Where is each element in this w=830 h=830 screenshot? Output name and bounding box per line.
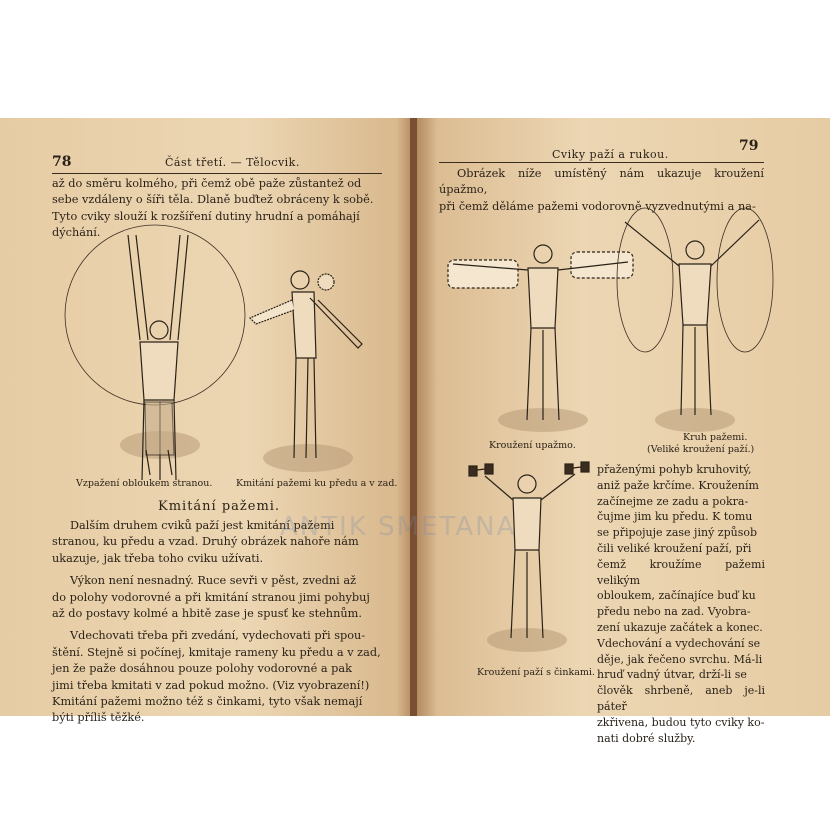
text-line: se připojuje zase jiný způsob (597, 526, 758, 540)
text-line: Obrázek níže umístěný nám ukazuje kroužení úpažmo, (439, 167, 764, 197)
text-line: čemž kroužíme pažemi velikým (597, 557, 765, 587)
text-line: Výkon není nesnadný. Ruce sevři v pěst, zvedni až (70, 574, 357, 588)
figure-arm-circling-illustration (443, 240, 643, 440)
text-line: jimi třeba kmitati v zad pokud možno. (Viz vyobrazení!) (52, 678, 370, 692)
text-line: čujme jim ku předu. K tomu (597, 510, 753, 524)
text-line: až do postavy kolmé a hbitě zase je spusť ke stehnům. (52, 607, 362, 621)
text-line: přaženými pohyb kruhovitý, (597, 463, 752, 476)
text-line: hruď vadný útvar, drží-li se (597, 668, 747, 682)
text-line: zkřivena, budou tyto cviky ko- (597, 715, 765, 729)
figure-arm-raise-illustration (60, 230, 260, 470)
text-line: Tyto cviky slouží k rozšíření dutiny hrudní a pomáhají (52, 209, 360, 223)
section-heading: Kmitání pažemi. (158, 499, 281, 514)
text-line: aniž paže krčíme. Kroužením (597, 478, 759, 492)
right-page (417, 118, 830, 745)
text-line: štění. Stejně si počínej, kmitaje rameny ku předu a v zad, (52, 645, 381, 659)
text-line: děje, jak řečeno svrchu. Má-li (597, 652, 763, 666)
text-line: býti příliš těžké. (52, 711, 145, 725)
text-line: zení ukazuje začátek a konec. (597, 620, 763, 634)
text-line: stranou, ku předu a vzad. Druhý obrázek nahoře nám (52, 535, 359, 549)
figure-big-circle-illustration (617, 200, 777, 440)
figure-arm-swing-illustration (248, 268, 388, 478)
text-line: předu nebo na zad. Vyobra- (597, 605, 751, 619)
running-head-right: Cviky paží a rukou. (552, 148, 669, 161)
watermark: ANTIK SMETANA (280, 512, 517, 542)
text-line: Dalším druhem cviků paží jest kmitání pažemi (70, 519, 335, 532)
page-number-right: 79 (739, 138, 759, 154)
left-page (0, 118, 413, 725)
caption-big-circle: Kruh pažemi. (683, 432, 748, 443)
text-line: člověk shrbeně, aneb je-li páteř (597, 684, 765, 713)
text-line: sebe vzdáleny o šíři těla. Dlaně buďtež obráceny k sobě. (52, 193, 374, 207)
caption-arm-swing: Kmitání pažemi ku předu a v zad. (236, 478, 398, 489)
caption-dumbbell: Kroužení paží s činkami. (477, 667, 595, 678)
text-line: dýchání. (52, 226, 101, 240)
text-line: Kmitání pažemi možno též s činkami, tyto však nemají (52, 695, 363, 709)
left-body-text (52, 518, 382, 727)
header-rule-right (439, 162, 764, 163)
caption-arm-raise: Vzpažení obloukem stranou. (76, 478, 213, 489)
figure-dumbbell-illustration (465, 458, 595, 658)
page-number-left: 78 (52, 154, 72, 170)
text-line: obloukem, začínajíce buď ku (597, 589, 756, 603)
running-head-left: Část třetí. — Tělocvik. (165, 156, 300, 169)
caption-arm-circling: Kroužení upažmo. (489, 440, 576, 451)
text-line: Vdechovati třeba při zvedání, vydechovati při spou- (70, 629, 366, 643)
open-book (0, 118, 830, 745)
text-line: až do směru kolmého, při čemž obě paže zůstantež od (52, 177, 362, 190)
text-line: ukazuje, jak třeba toho cviku užívati. (52, 551, 264, 565)
right-side-text (597, 462, 765, 746)
text-line: Vdechování a vydechování se (597, 636, 761, 650)
text-line: při čemž děláme pažemi vodorovně vyzvednutými a na- (439, 199, 756, 213)
text-line: jen že paže dosáhnou pouze polohy vodorovné a pak (52, 662, 352, 676)
text-line: nati dobré služby. (597, 731, 696, 745)
text-line: čili veliké kroužení paží, při (597, 541, 752, 555)
header-rule-left (52, 173, 382, 174)
caption-big-circle-subtitle: (Veliké kroužení paží.) (647, 444, 755, 455)
text-line: začínejme ze zadu a pokra- (597, 494, 749, 508)
text-line: do polohy vodorovné a při kmitání stranou jimi pohybuj (52, 590, 370, 604)
